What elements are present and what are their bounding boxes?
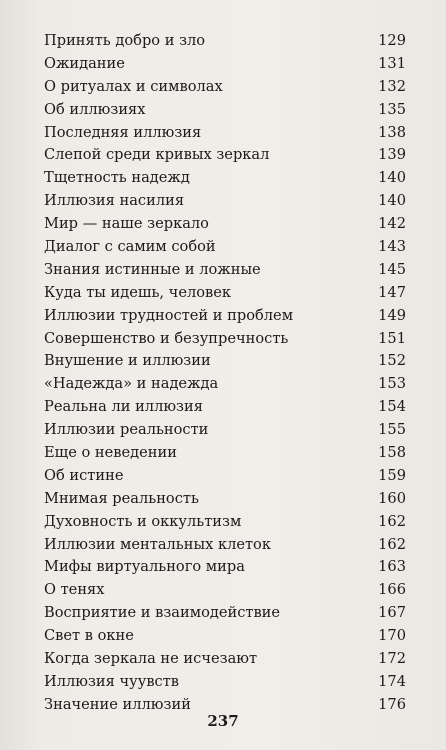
toc-entry-title: Об иллюзиях: [44, 100, 146, 118]
toc-entry-page: 129: [378, 32, 406, 49]
toc-entry: [44, 76, 406, 99]
toc-entry: [44, 167, 406, 190]
toc-entry-title: Слепой среди кривых зеркал: [44, 146, 270, 164]
toc-entry-title: Иллюзия насилия: [44, 192, 185, 210]
toc-entry-page: 132: [378, 77, 406, 95]
toc-entry-title: Духовность и оккультизм: [44, 512, 242, 530]
toc-entry: [44, 328, 406, 351]
toc-entry-page: 138: [378, 123, 406, 141]
toc-entry-page: 145: [378, 260, 406, 278]
toc-entry-title: Мифы виртуального мира: [44, 558, 245, 576]
toc-entry: [44, 488, 406, 511]
toc-entry: [44, 442, 406, 465]
toc-entry: [44, 534, 406, 557]
toc-entry: [44, 511, 406, 534]
toc-entry-page: 170: [378, 627, 406, 645]
toc-entry-title: Иллюзии реальности: [44, 421, 209, 439]
toc-entry-page: 162: [378, 535, 406, 553]
toc-entry-title: Иллюзии трудностей и проблем: [44, 306, 294, 324]
toc-entry-title: Еще о неведении: [44, 444, 177, 462]
toc-entry: [44, 465, 406, 488]
toc-entry-title: Внушение и иллюзии: [44, 352, 211, 370]
toc-entry-page: 149: [378, 306, 406, 324]
toc-entry-page: 160: [378, 489, 406, 507]
toc-entry: [44, 648, 406, 671]
toc-entry: [44, 122, 406, 145]
toc-entry-page: 172: [378, 650, 406, 668]
toc-entry-title: Иллюзии ментальных клеток: [44, 535, 271, 553]
toc-entry: [44, 350, 406, 373]
toc-entry: [44, 190, 406, 213]
toc-entry-title: Об истине: [44, 466, 124, 484]
toc-entry-title: Мнимая реальность: [44, 489, 199, 507]
toc-entry-title: О ритуалах и символах: [44, 77, 223, 95]
toc-entry-title: Иллюзия чуувств: [44, 672, 180, 690]
toc-entry-page: 151: [378, 329, 406, 347]
toc-entry-page: 167: [378, 604, 406, 622]
toc-entry-page: 140: [378, 169, 406, 187]
toc-entry-page: 140: [378, 192, 406, 210]
toc-entry-page: 155: [378, 421, 406, 439]
toc-entry-page: 166: [378, 581, 406, 599]
toc-entry-page: 159: [378, 466, 406, 484]
toc-entry: [44, 99, 406, 122]
toc-entry: [44, 282, 406, 305]
toc-entry-page: 147: [378, 283, 406, 301]
toc-entry-title: Совершенство и безупречность: [44, 329, 289, 347]
toc-entry: [44, 53, 406, 76]
toc-entry-title: О тенях: [44, 581, 105, 599]
toc-entry-title: Реальна ли иллюзия: [44, 398, 203, 416]
toc-entry-title: Тщетность надежд: [44, 169, 190, 187]
toc-entry-title: Восприятие и взаимодействие: [44, 604, 281, 622]
toc-entry-page: 131: [378, 54, 406, 72]
toc-entry-title: Куда ты идешь, человек: [44, 283, 231, 301]
toc-entry-page: 163: [378, 558, 406, 576]
toc-entry-page: 162: [378, 512, 406, 530]
toc-entry: [44, 259, 406, 282]
toc-entry-page: 158: [378, 444, 406, 462]
toc-entry-title: Мир — наше зеркало: [44, 215, 209, 233]
toc-entry: [44, 373, 406, 396]
toc-entry-title: Значение иллюзий: [44, 695, 191, 713]
toc-entry-title: Когда зеркала не исчезают: [44, 650, 258, 668]
toc-entry: [44, 396, 406, 419]
toc-entry-page: 152: [378, 352, 406, 370]
toc-entry-page: 135: [378, 100, 406, 118]
toc-entry-title: Последняя иллюзия: [44, 123, 202, 141]
toc-entry-title: «Надежда» и надежда: [44, 375, 219, 393]
toc-entry-page: 142: [378, 215, 406, 233]
toc-entry: [44, 556, 406, 579]
page-number: 237: [207, 712, 239, 730]
toc-entry-title: Свет в окне: [44, 627, 134, 645]
toc-entry: [44, 602, 406, 625]
toc-entry-page: 143: [378, 238, 406, 256]
toc-entry-title: Знания истинные и ложные: [44, 260, 261, 278]
table-of-contents: [44, 30, 406, 717]
toc-entry-page: 174: [378, 672, 406, 690]
toc-entry: [44, 579, 406, 602]
toc-entry: [44, 671, 406, 694]
toc-entry-title: Принять добро и зло: [44, 32, 206, 49]
toc-entry: [44, 213, 406, 236]
toc-entry-page: 139: [378, 146, 406, 164]
toc-entry-title: Ожидание: [44, 54, 125, 72]
toc-entry: [44, 419, 406, 442]
toc-entry-page: 153: [378, 375, 406, 393]
toc-entry-page: 154: [378, 398, 406, 416]
toc-entry: [44, 30, 406, 53]
toc-entry: [44, 236, 406, 259]
toc-entry-page: 176: [378, 695, 406, 713]
toc-entry: [44, 144, 406, 167]
toc-entry: [44, 305, 406, 328]
toc-entry-title: Диалог с самим собой: [44, 238, 216, 256]
toc-entry: [44, 625, 406, 648]
